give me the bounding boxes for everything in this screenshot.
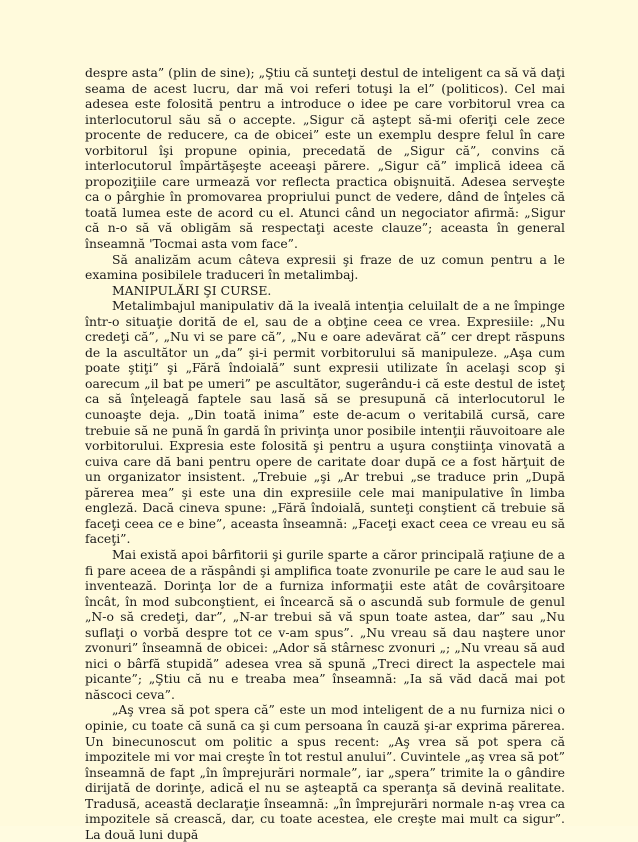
paragraph: „Aş vrea să pot spera că” este un mod inteligent de a nu furniza nici o opinie, cu toate că sună ca şi cum persoana în cauză şi-ar exprima părerea. Un binecunoscut om politic a spus recent: „Aş vrea să pot spera că impozitele mi vor mai creşte în tot restul anului”. Cuvintele „aş vrea să pot” înseamnă de fapt „în împrejurări normale”, iar „spera” trimite la o gândire dirijată de dorinţe, adică el nu se aşteaptă ca speranţa să devină realitate. Tradusă, această declaraţie înseamnă: „în împrejurări normale n-aş vrea ca impozitele să crească, dar, cu toate acestea, ele creşte mai mult ca sigur”. La două luni după <box>85 702 565 842</box>
paragraph: Să analizăm acum câteva expresii şi fraze de uz comun pentru a le examina posibilele traduceri în metalimbaj. <box>85 251 565 283</box>
paragraph: Mai există apoi bârfitorii şi gurile sparte a căror principală raţiune de a fi pare aceea de a răspândi şi amplifica toate zvonurile pe care le aud sau le inventează. Dorinţa lor de a furniza informaţii este atât de covârşitoare încât, în mod subconştient, ei încearcă să o ascundă sub formule de genul „N-o să credeţi, dar”, „N-ar trebui să vă spun toate astea, dar” sau „Nu suflaţi o vorbă despre tot ce v-am spus”. „Nu vreau să dau naştere unor zvonuri” înseamnă de obicei: „Ador să stârnesc zvonuri „; „Nu vreau să aud nici o bârfă stupidă” adesea vrea să spună „Treci direct la aspectele mai picante”; „Ştiu că nu e treaba mea” înseamnă: „Ia să văd dacă mai pot născoci ceva”. <box>85 546 565 702</box>
paragraph: despre asta” (plin de sine); „Ştiu că sunteţi destul de inteligent ca să vă daţi seama de acest lucru, dar mă voi referi totuşi la el” (politicos). Cel mai adesea este folosită pentru a introduce o idee pe care vorbitorul vrea ca interlocutorul său să o accepte. „Sigur că aştept să-mi oferiţi cele zece procente de reducere, ca de obicei” este un exemplu despre felul în care vorbitorul îşi propune opinia, precedată de „Sigur că”, convins că interlocutorul împărtăşeşte aceeaşi părere. „Sigur că” implică ideea că propoziţiile care urmează vor reflecta practica obişnuită. Adesea serveşte ca o pârghie în promovarea propriului punct de vedere, dând de înţeles că toată lumea este de acord cu el. Atunci când un negociator afirmă: „Sigur că n-o să vă obligăm să respectaţi aceste clauze”; aceasta în general înseamnă 'Tocmai asta vom face”. <box>85 65 565 252</box>
section-heading: MANIPULĂRI ŞI CURSE. <box>112 282 272 298</box>
paragraph: Metalimbajul manipulativ dă la iveală intenţia celuilalt de a ne împinge într-o situaţie dorită de el, sau de a obţine ceea ce vrea. Expresiile: „Nu credeţi că”, „Nu vi se pare că”, „Nu e oare adevărat că” cer drept răspuns de la ascultător un „da” şi-i permit vorbitorului să manipuleze. „Aşa cum poate ştiţi” şi „Fără îndoială” sunt expresii utilizate în acelaşi scop şi oarecum „il bat pe umeri” pe ascultător, sugerându-i că este destul de isteţ ca să înţeleagă faptele sau lasă să se presupună că interlocutorul le cunoaşte deja. „Din toată inima” este de-acum o veritabilă cursă, care trebuie să ne pună în gardă în privinţa unor posibile intenţii răuvoitoare ale vorbitorului. Expresia este folosită şi pentru a uşura conştiinţa vinovată a cuiva care dă bani pentru opere de caritate doar după ce a fost hărţuit de un organizator insistent. „Trebuie „şi „Ar trebui „se traduce prin „După părerea mea” şi este una din expresiile cele mai manipulative în limba engleză. Dacă cineva spune: „Fără îndoială, sunteţi conştient că trebuie să faceţi ceea ce e bine”, aceasta înseamnă: „Faceţi exact ceea ce vreau eu să faceţi”. <box>85 298 565 547</box>
body-text <box>85 65 565 842</box>
